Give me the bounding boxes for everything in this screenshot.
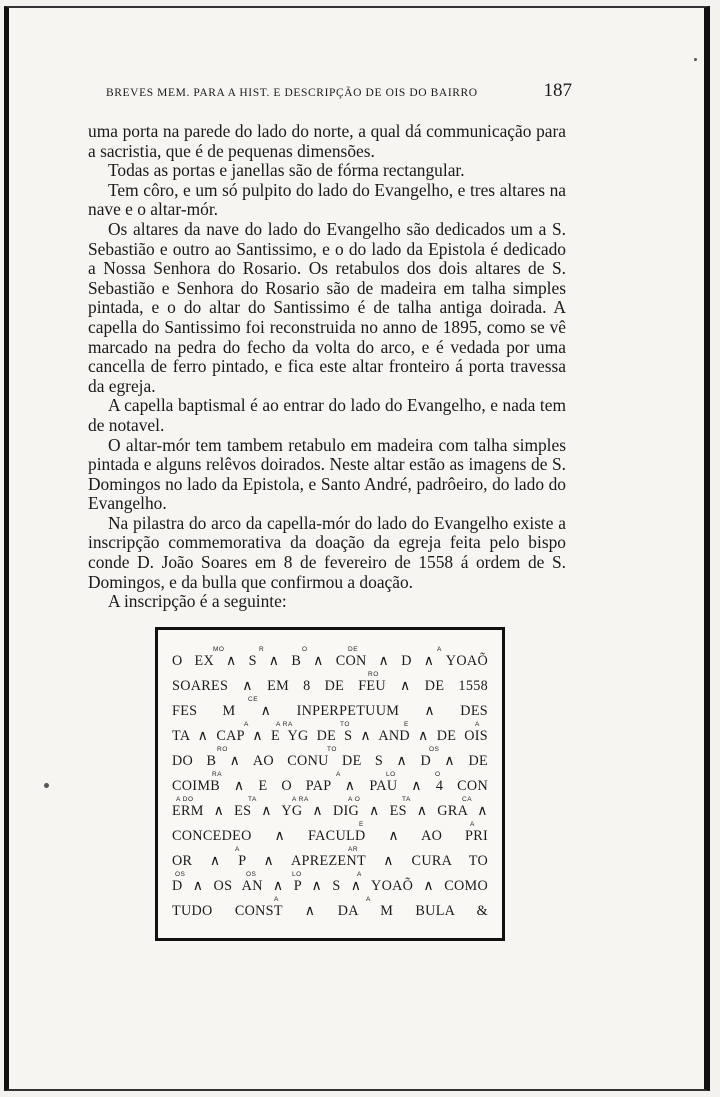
superscript: A <box>274 896 279 903</box>
superscript: AR <box>348 846 359 853</box>
superscript: O <box>435 771 441 778</box>
superscript: CE <box>248 696 259 703</box>
superscript: A <box>235 846 240 853</box>
superscript: E <box>359 821 364 828</box>
inscription-line: FES M ∧ INPERPETUUM ∧ DES <box>172 703 488 719</box>
superscript: MO <box>213 646 225 653</box>
paragraph: A capella baptismal é ao entrar do lado do Evangelho, e nada tem de notavel. <box>88 395 566 435</box>
superscript: RO <box>217 746 228 753</box>
inscription-line: SOARES ∧ EM 8 DE FEU ∧ DE 1558 <box>172 678 488 694</box>
superscript: A <box>244 721 249 728</box>
inscription-line: OR ∧ P ∧ APREZENT ∧ CURA TO <box>172 853 488 869</box>
paragraph: Os altares da nave do lado do Evangelho são dedicados um a S. Sebastião e outro ao Santissimo, e o do lado da Epistola é dedicado a Nossa Senhora do Rosario. Os retabulos dos dois altares de S. Sebastião e Senhora do Rosario são de madeira em talha simples pintada, e o do altar do Santissimo é de talha antiga doirada. A capella do Santissimo foi reconstruida no anno de 1895, como se vê marcado na pedra do fecho da volta do arco, e é vedada por uma cancella de ferro pintado, e fica este altar fronteiro á porta travessa da egreja. <box>88 218 566 396</box>
superscript: TO <box>340 721 350 728</box>
superscript: OS <box>246 871 257 878</box>
superscript: DE <box>348 646 359 653</box>
superscript: A O <box>348 796 361 803</box>
superscript: OS <box>175 871 186 878</box>
inscription-line: TUDO CONST ∧ DA M BULA & <box>172 903 488 919</box>
superscript: A RA <box>292 796 309 803</box>
superscript: A RA <box>276 721 293 728</box>
paragraph: Todas as portas e janellas são de fórma rectangular. <box>108 160 465 181</box>
paragraph: Na pilastra do arco da capella-mór do lado do Evangelho existe a inscripção commemorativa da doação da egreja feita pelo bispo conde D. João Soares em 8 de fevereiro de 1558 á ordem de S. Domingos, e da bulla que confirmou a doação. <box>88 512 566 592</box>
superscript: A <box>357 871 362 878</box>
superscript: A <box>437 646 442 653</box>
superscript: E <box>404 721 409 728</box>
superscript: A <box>336 771 341 778</box>
superscript: A <box>475 721 480 728</box>
inscription-line: TA ∧ CAP ∧ E YG DE S ∧ AND ∧ DE OIS <box>172 728 488 744</box>
inscription-line: COIMB ∧ E O PAP ∧ PAU ∧ 4 CON <box>172 778 488 794</box>
print-speck <box>694 58 697 61</box>
superscript: LO <box>386 771 396 778</box>
page-header <box>106 80 572 102</box>
superscript: A DO <box>176 796 194 803</box>
inscription-line: DO B ∧ AO CONU DE S ∧ D ∧ DE <box>172 753 488 769</box>
paragraph: uma porta na parede do lado do norte, a qual dá communicação para a sacristia, que é de pequenas dimensões. <box>88 121 566 161</box>
page-number: 187 <box>543 80 572 101</box>
inscription-line: O EX ∧ S ∧ B ∧ CON ∧ D ∧ YOAÕ <box>172 653 488 669</box>
superscript: R <box>259 646 265 653</box>
superscript: TA <box>248 796 257 803</box>
superscript: A <box>366 896 371 903</box>
superscript: A <box>470 821 475 828</box>
superscript: RA <box>212 771 223 778</box>
inscription-line: D ∧ OS AN ∧ P ∧ S ∧ YOAÕ ∧ COMO <box>172 878 488 894</box>
paragraph: O altar-mór tem tambem retabulo em madeira com talha simples pintada e alguns relêvos doirados. Neste altar estão as imagens de S. Domingos no lado da Epistola, e Santo André, padrôeiro, do lado do Evangelho. <box>88 434 566 514</box>
superscript: TA <box>402 796 411 803</box>
superscript: RO <box>368 671 379 678</box>
paragraph: Tem côro, e um só pulpito do lado do Evangelho, e tres altares na nave e o altar-mór. <box>88 179 566 220</box>
superscript: TO <box>327 746 337 753</box>
superscript: O <box>302 646 308 653</box>
superscript: OS <box>429 746 440 753</box>
running-title: BREVES MEM. PARA A HIST. E DESCRIPÇÃO DE OIS DO BAIRRO <box>106 87 478 99</box>
paragraph: A inscripção é a seguinte: <box>108 591 287 612</box>
inscription-box <box>155 627 505 941</box>
inscription-line: CONCEDEO ∧ FACULD ∧ AO PRI <box>172 828 488 844</box>
print-speck <box>44 783 49 788</box>
superscript: LO <box>292 871 302 878</box>
body-text <box>88 122 566 612</box>
inscription-line: ERM ∧ ES ∧ YG ∧ DIG ∧ ES ∧ GRA ∧ <box>172 803 488 819</box>
superscript: CA <box>462 796 473 803</box>
